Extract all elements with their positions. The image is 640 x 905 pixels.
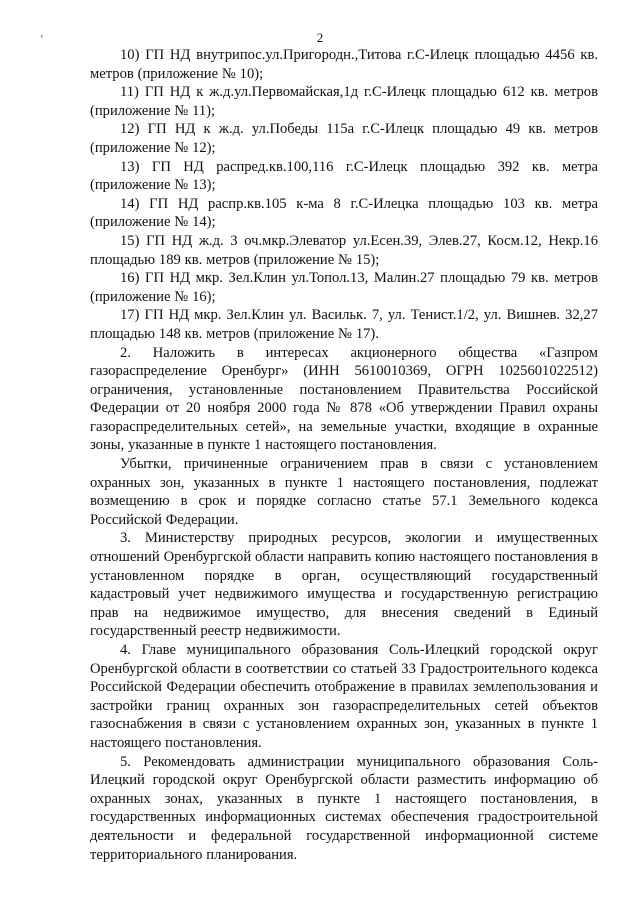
list-item-12: 12) ГП НД к ж.д. ул.Победы 115а г.С-Илецк площадью 49 кв. метров (приложение № 12); [90, 121, 598, 156]
clause-3: 3. Министерству природных ресурсов, экологии и имущественных отношений Оренбургской области направить копию настоящего постановления в установленном порядке в орган, осуществляющий государственный кадастровый учет недвижимого имущества и государственную регистрацию прав на недвижимое имущество, для внесения сведений в Единый государственный реестр недвижимости. [90, 530, 598, 640]
list-item-16: 16) ГП НД мкр. Зел.Клин ул.Топол.13, Малин.27 площадью 79 кв. метров (приложение № 16); [90, 270, 598, 305]
list-item-10: 10) ГП НД внутрипос.ул.Пригородн.,Титова г.С-Илецк площадью 4456 кв. метров (приложение № 10); [90, 47, 598, 82]
list-item-14: 14) ГП НД распр.кв.105 к-ма 8 г.С-Илецка площадью 103 кв. метра (приложение № 14); [90, 195, 598, 231]
margin-mark: ‘ [40, 33, 44, 45]
page-number: 2 [316, 30, 324, 45]
clause-2-damages: Убытки, причиненные ограничением прав в связи с установлением охранных зон, указанных в пункте 1 настоящего постановления, подлежат возмещению в срок и порядке согласно статье 57.1 Земельного кодекса Российской Федерации. [90, 456, 598, 528]
clause-2: 2. Наложить в интересах акционерного общества «Газпром газораспределение Оренбург» (ИНН 5610010369, ОГРН 1025601022512) ограничения, установленные постановлением Правительства Российской Федерации от 20 ноября 2000 года № 878 «Об утверждении Правил охраны газораспределительных сетей», на земельные участки, входящие в охранные зоны, указанные в пункте 1 настоящего постановления. [90, 344, 598, 454]
document-body [90, 46, 598, 864]
clause-4: 4. Главе муниципального образования Соль-Илецкий городской округ Оренбургской области в соответствии со статьей 33 Градостроительного кодекса Российской Федерации обеспечить отображение в правилах землепользования и застройки границ охранных зон газораспределительных сетей объектов газоснабжения в связи с установлением охранных зон, указанных в пункте 1 настоящего постановления. [90, 642, 598, 751]
list-item-11: 11) ГП НД к ж.д.ул.Первомайская,1д г.С-Илецк площадью 612 кв. метров (приложение № 11); [90, 84, 598, 119]
list-item-15: 15) ГП НД ж.д. 3 оч.мкр.Элеватор ул.Есен.39, Элев.27, Косм.12, Некр.16 площадью 189 кв. метров (приложение № 15); [90, 232, 598, 268]
list-item-17: 17) ГП НД мкр. Зел.Клин ул. Васильк. 7, ул. Тенист.1/2, ул. Вишнев. 32,27 площадью 148 кв. метров (приложение № 17). [90, 307, 598, 342]
clause-5: 5. Рекомендовать администрации муниципального образования Соль-Илецкий городской округ Оренбургской области разместить информацию об охранных зонах, указанных в пункте 1 настоящего постановления, в государственных информационных системах обеспечения градостроительной деятельности и федеральной государственной информационной системе территориального планирования. [90, 753, 598, 863]
list-item-13: 13) ГП НД распред.кв.100,116 г.С-Илецк площадью 392 кв. метра (приложение № 13); [90, 158, 598, 194]
